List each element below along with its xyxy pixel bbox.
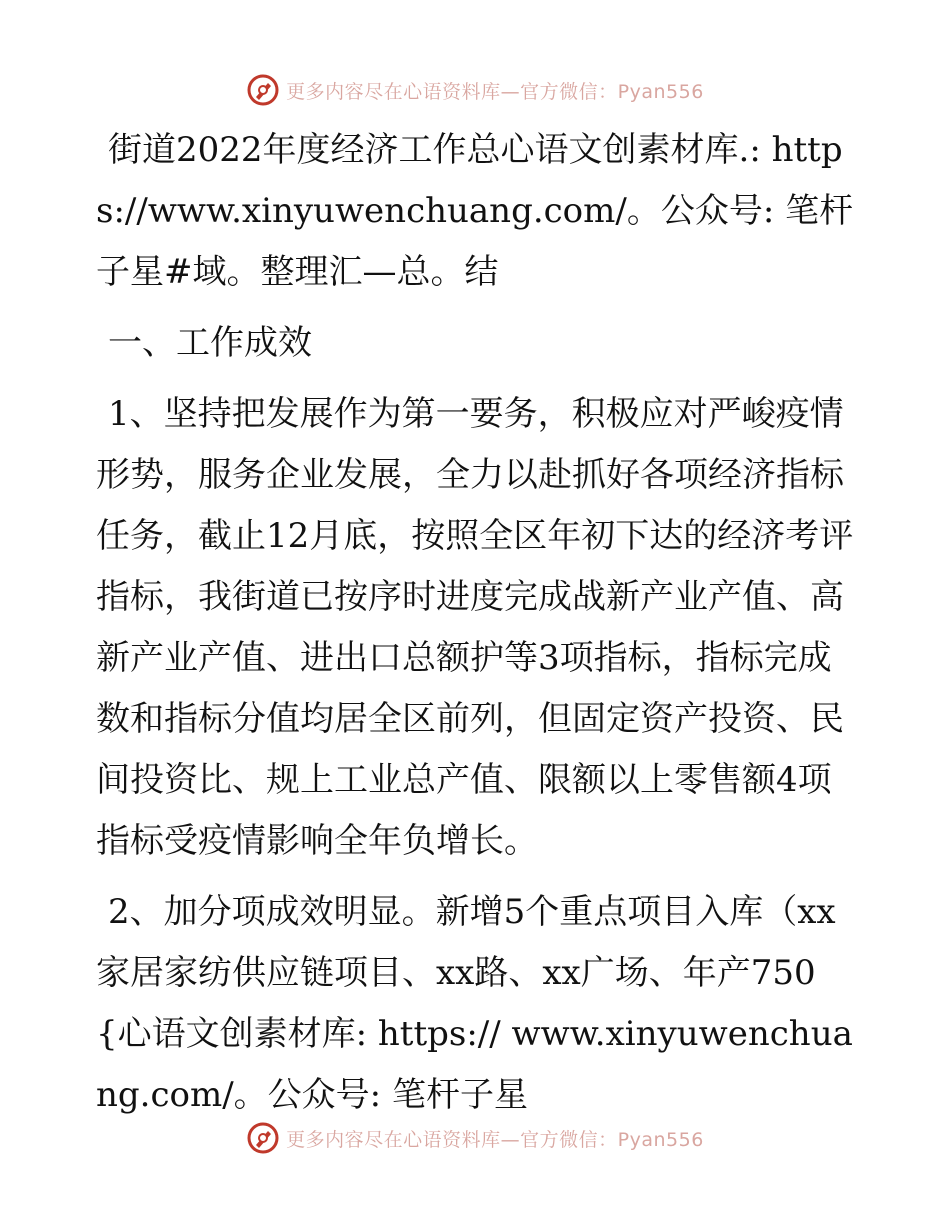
pen-logo-icon xyxy=(246,1121,280,1155)
intro-paragraph: 街道2022年度经济工作总心语文创素材库.: https://www.xinyuwenchuang.com/。公众号: 笔杆子星#域。整理汇—总。结 xyxy=(96,130,854,292)
document-body xyxy=(96,120,856,1126)
body-paragraph-2: 2、加分项成效明显。新增5个重点项目入库（xx家居家纺供应链项目、xx路、xx广场、年产750{心语文创素材库: https:// www.xinyuwenchuang.com/。公众号: 笔杆子星 xyxy=(96,892,853,1115)
watermark-text: 更多内容尽在心语资料库—官方微信：Pyan556 xyxy=(286,80,704,103)
watermark-header xyxy=(0,70,950,110)
body-paragraph-1: 1、坚持把发展作为第一要务，积极应对严峻疫情形势，服务企业发展，全力以赴抓好各项经济指标任务，截止12月底，按照全区年初下达的经济考评指标，我街道已按序时进度完成战新产业产值、高新产业产值、进出口总额护等3项指标，指标完成数和指标分值均居全区前列，但固定资产投资、民间投资比、规上工业总产值、限额以上零售额4项指标受疫情影响全年负增长。 xyxy=(96,394,854,861)
section-heading: 一、工作成效 xyxy=(108,323,312,363)
pen-logo-icon xyxy=(246,73,280,107)
watermark-text: 更多内容尽在心语资料库—官方微信：Pyan556 xyxy=(286,1128,704,1151)
